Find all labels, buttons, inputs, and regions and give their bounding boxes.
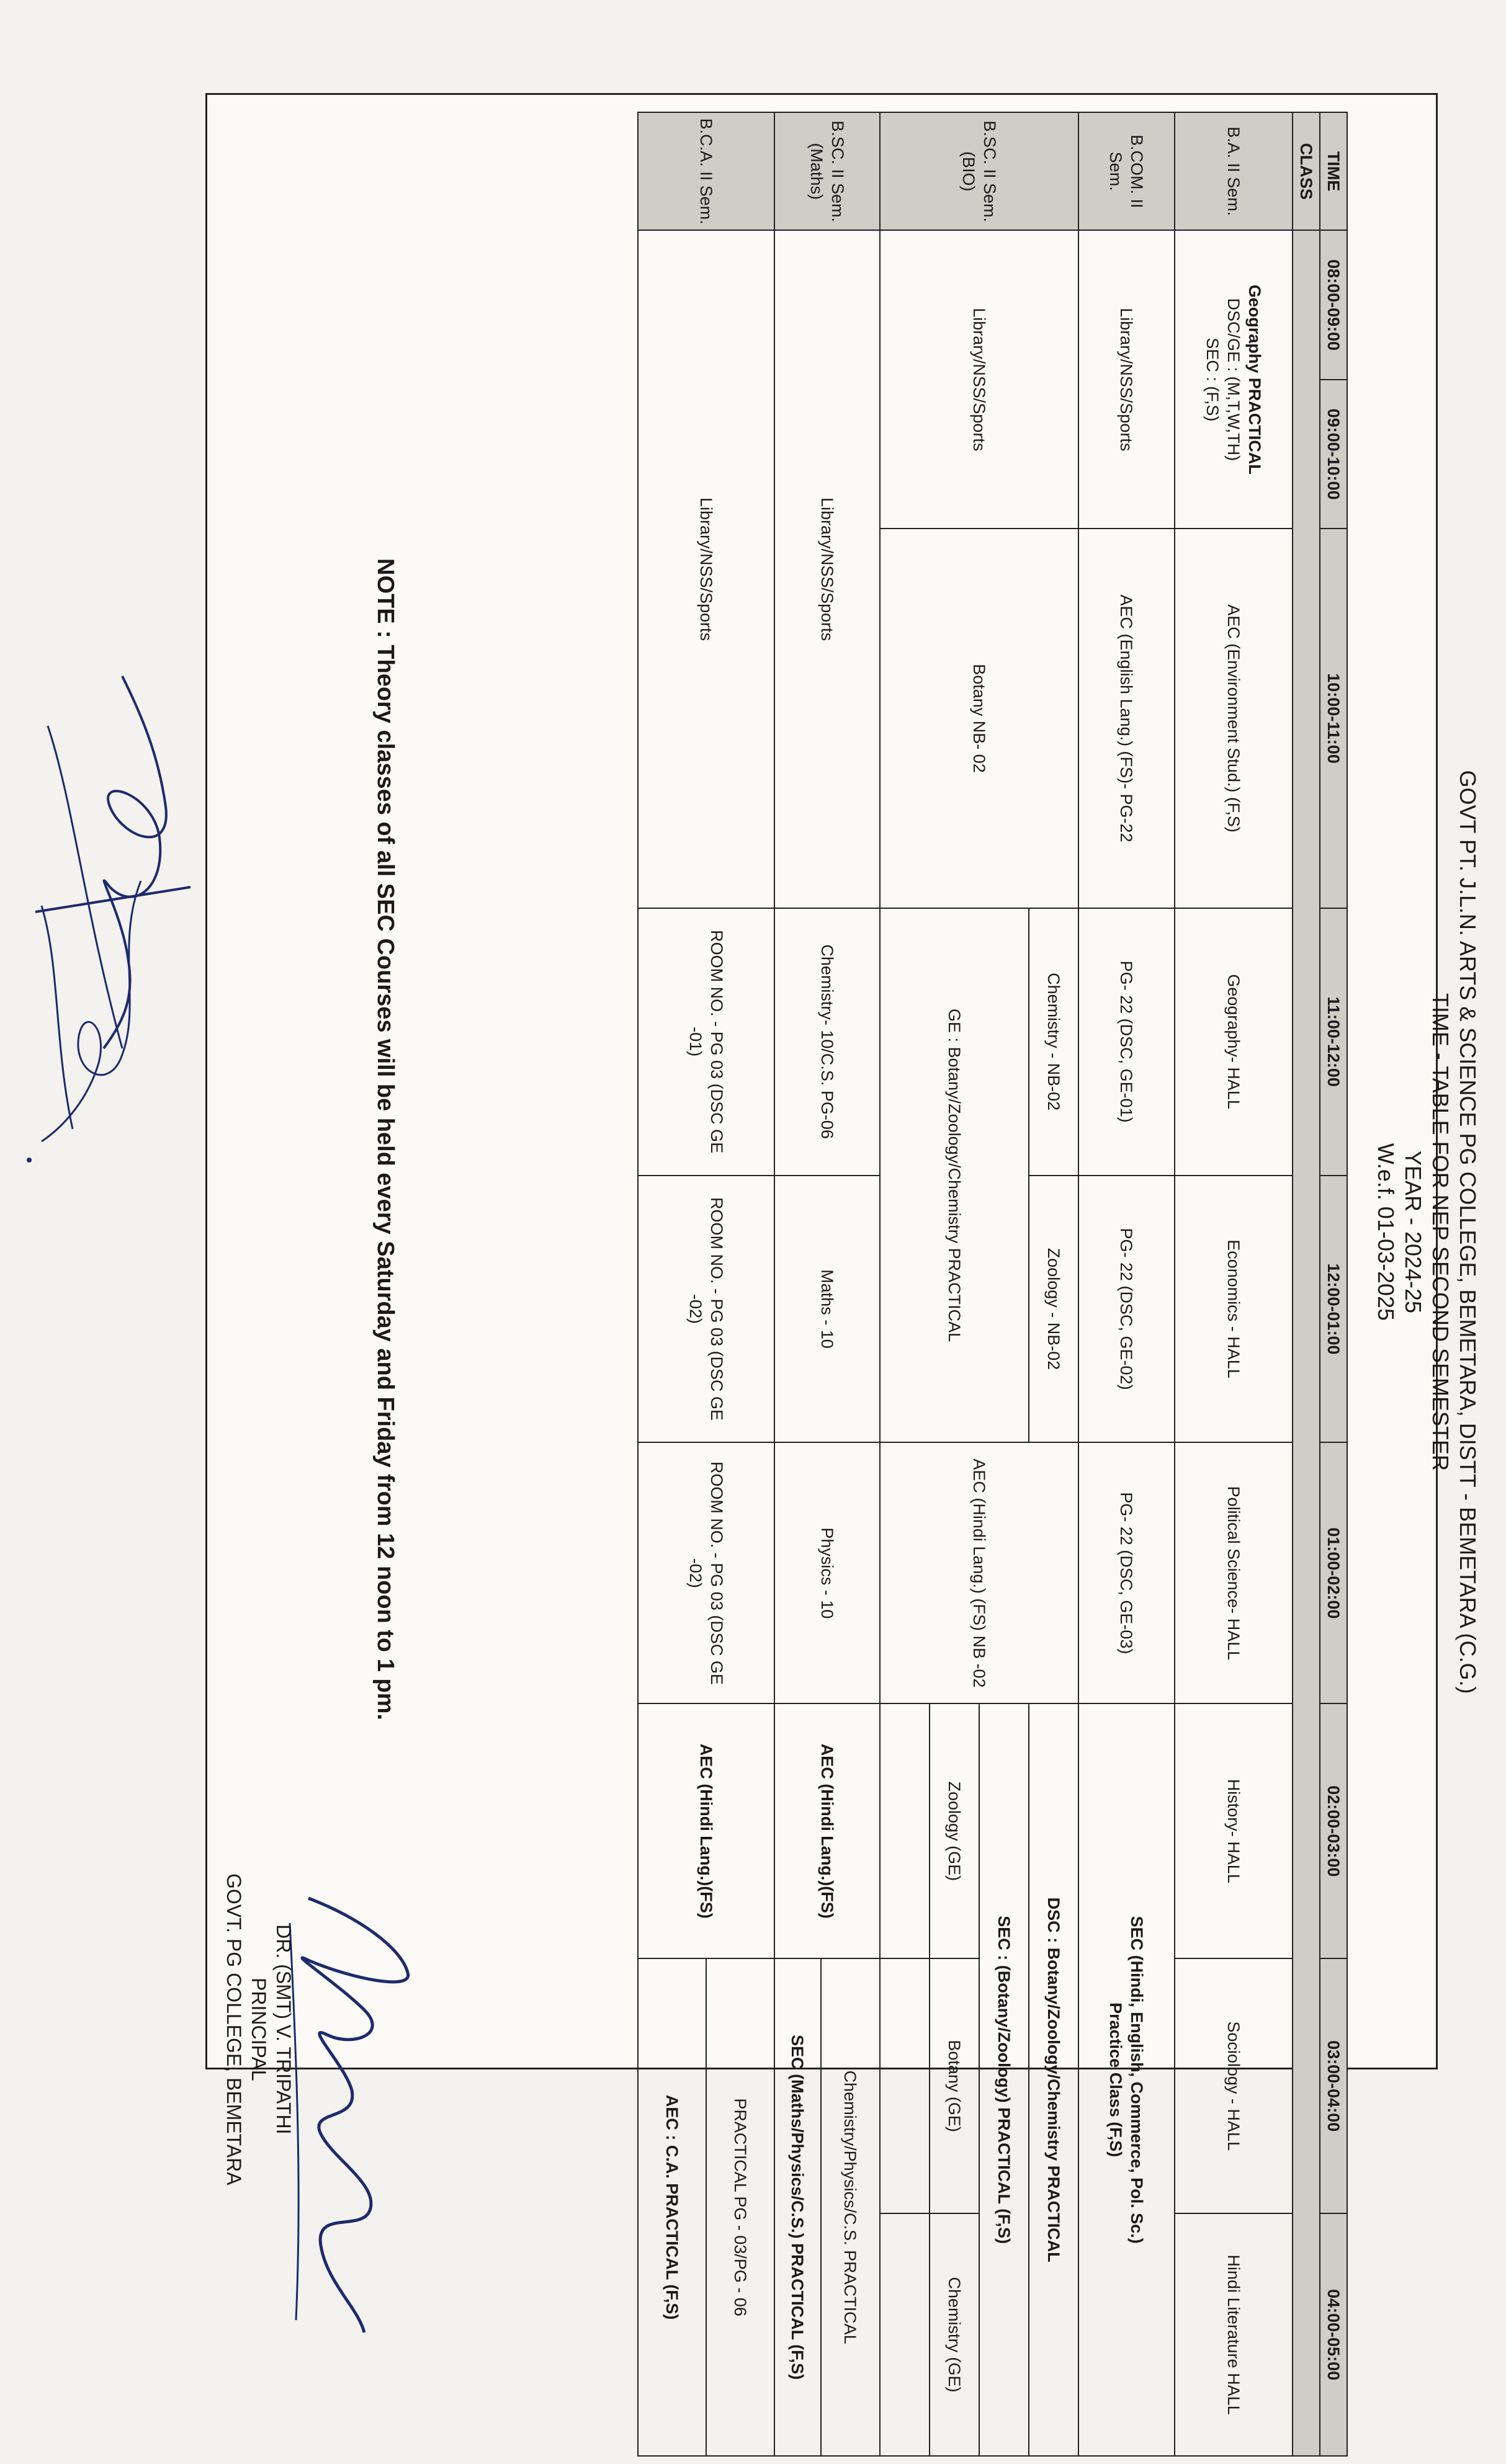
slot-0400: 04:00-05:00 xyxy=(1320,2213,1347,2456)
academic-year: YEAR - 2024-25 xyxy=(1401,1150,1426,1314)
signatory-block xyxy=(222,1873,296,2185)
bsc-maths-1100: Chemistry- 10/C.S. PG-06 xyxy=(774,908,880,1176)
bsc-maths-0100: Physics - 10 xyxy=(774,1442,880,1703)
class-name-bsc-maths: B.SC. II Sem. (Maths) xyxy=(774,112,880,230)
signatory-role: PRINCIPAL xyxy=(248,1978,270,2081)
slot-0800: 08:00-09:00 xyxy=(1320,230,1347,380)
slot-1000: 10:00-11:00 xyxy=(1320,529,1347,908)
bca-aec: AEC (Hindi Lang.)(FS) xyxy=(638,1703,774,1958)
college-name: GOVT PT. J.L.N. ARTS & SCIENCE PG COLLEGE, BEMETARA, DISTT - BEMETARA (C.G.) xyxy=(1455,770,1481,1694)
time-label: TIME xyxy=(1320,112,1347,230)
table-row-bsc-bio xyxy=(1029,112,1078,2456)
signatory-name: DR. (SMT) V. TRIPATHI xyxy=(272,1924,295,2135)
class-name-bsc-bio: B.SC. II Sem. (BIO) xyxy=(880,112,1078,230)
signatory-org: GOVT. PG COLLEGE, BEMETARA xyxy=(223,1873,245,2185)
bsc-bio-botany: Botany NB- 02 xyxy=(880,529,1078,908)
bca-1200: ROOM NO. - PG 03 (DSC GE -02) xyxy=(638,1176,774,1443)
table-row-bca xyxy=(706,112,774,2456)
bca-0100: ROOM NO. - PG 03 (DSC GE -02) xyxy=(638,1442,774,1703)
bsc-bio-ge-practical: GE : Botany/Zoology/Chemistry PRACTICAL xyxy=(880,908,1029,1443)
bcom-0100: PG- 22 (DSC, GE-03) xyxy=(1078,1442,1175,1703)
bsc-maths-aec: AEC (Hindi Lang.)(FS) xyxy=(774,1703,880,1958)
class-name-bca: B.C.A. II Sem. xyxy=(638,112,774,230)
table-row-bsc-maths xyxy=(821,112,880,2456)
bsc-maths-practical: Chemistry/Physics/C.S. PRACTICAL xyxy=(821,1958,880,2456)
class-row-blank xyxy=(1293,230,1320,2456)
ba-0300: Sociology - HALL xyxy=(1175,1958,1293,2213)
effective-date: W.e.f. 01-03-2025 xyxy=(1373,1143,1399,1321)
bca-lib: Library/NSS/Sports xyxy=(638,230,774,908)
bca-practical: PRACTICAL PG - 03/PG - 06 xyxy=(706,1958,774,2456)
bca-aec-ca: AEC : C.A. PRACTICAL (F,S) xyxy=(638,1958,706,2456)
ba-aec: AEC (Environment Stud.) (F,S) xyxy=(1175,529,1293,908)
slot-0300: 03:00-04:00 xyxy=(1320,1958,1347,2213)
ba-0200: History- HALL xyxy=(1175,1703,1293,1958)
ba-geo-practical-sec: SEC : (F,S) xyxy=(1203,337,1222,422)
bsc-bio-chem-ge: Chemistry (GE) xyxy=(930,2213,979,2456)
bca-1100: ROOM NO. - PG 03 (DSC GE -01) xyxy=(638,908,774,1176)
bcom-sec-practice: Practice Class (F,S) xyxy=(1106,2002,1126,2158)
bcom-lib: Library/NSS/Sports xyxy=(1078,230,1175,529)
slot-1100: 11:00-12:00 xyxy=(1320,908,1347,1176)
timetable-title: TIME - TABLE FOR NEP SECOND SEMESTER xyxy=(1428,993,1453,1471)
slot-1200: 12:00-01:00 xyxy=(1320,1176,1347,1443)
table-row-ba xyxy=(1175,112,1293,2456)
slot-0900: 09:00-10:00 xyxy=(1320,380,1347,529)
bcom-sec xyxy=(1078,1703,1175,2456)
ba-geo-practical-dsc: DSC/GE : (M,T,W,TH) xyxy=(1224,298,1243,462)
ba-geo-practical-title: Geography PRACTICAL xyxy=(1245,284,1264,475)
class-label: CLASS xyxy=(1293,112,1320,230)
bsc-bio-aec: AEC (Hindi Lang.) (FS) NB -02 xyxy=(880,1442,1078,1703)
time-row xyxy=(1320,112,1347,2456)
bsc-bio-lib: Library/NSS/Sports xyxy=(880,230,1078,529)
ba-0400: Hindi Literature HALL xyxy=(1175,2213,1293,2456)
ba-1100: Geography- HALL xyxy=(1175,908,1293,1176)
bsc-bio-dsc: DSC : Botany/Zoology/Chemistry PRACTICAL xyxy=(1029,1703,1078,2456)
bcom-sec-subjects: SEC (Hindi, English, Commerce, Pol. Sc.) xyxy=(1127,1916,1147,2244)
bsc-bio-chem: Chemistry - NB-02 xyxy=(1029,908,1078,1176)
class-name-bcom: B.COM. II Sem. xyxy=(1078,112,1175,230)
signature-scribble-2 xyxy=(4,868,166,1179)
ba-geo-practical xyxy=(1175,230,1293,529)
bcom-aec: AEC (English Lang.) (FS)- PG-22 xyxy=(1078,529,1175,908)
slot-0100: 01:00-02:00 xyxy=(1320,1442,1347,1703)
bcom-1200: PG- 22 (DSC, GE-02) xyxy=(1078,1176,1175,1443)
table-row-bcom xyxy=(1078,112,1175,2456)
bsc-bio-sec: SEC : (Botany/Zoology) PRACTICAL (F,S) xyxy=(979,1703,1029,2456)
ba-1200: Economics - HALL xyxy=(1175,1176,1293,1443)
bsc-bio-blank-2 xyxy=(880,1958,930,2213)
bsc-maths-1200: Maths - 10 xyxy=(774,1176,880,1443)
bsc-maths-sec: SEC (Maths/Physics/C.S.) PRACTICAL (F,S) xyxy=(774,1958,821,2456)
bsc-bio-blank-1 xyxy=(880,1703,930,1958)
slot-0200: 02:00-03:00 xyxy=(1320,1703,1347,1958)
timetable xyxy=(637,112,1348,2457)
note: NOTE : Theory classes of all SEC Courses will be held every Saturday and Friday from 12 noon to 1 pm. xyxy=(372,558,398,1721)
bsc-maths-lib: Library/NSS/Sports xyxy=(774,230,880,908)
bsc-bio-bot-ge: Botany (GE) xyxy=(930,1958,979,2213)
bsc-bio-zoo: Zoology - NB-02 xyxy=(1029,1176,1078,1443)
bcom-1100: PG- 22 (DSC, GE-01) xyxy=(1078,908,1175,1176)
bsc-bio-zoo-ge: Zoology (GE) xyxy=(930,1703,979,1958)
class-row xyxy=(1293,112,1320,2456)
class-name-ba: B.A. II Sem. xyxy=(1175,112,1293,230)
ba-0100: Political Science- HALL xyxy=(1175,1442,1293,1703)
bsc-bio-blank-3 xyxy=(880,2213,930,2456)
